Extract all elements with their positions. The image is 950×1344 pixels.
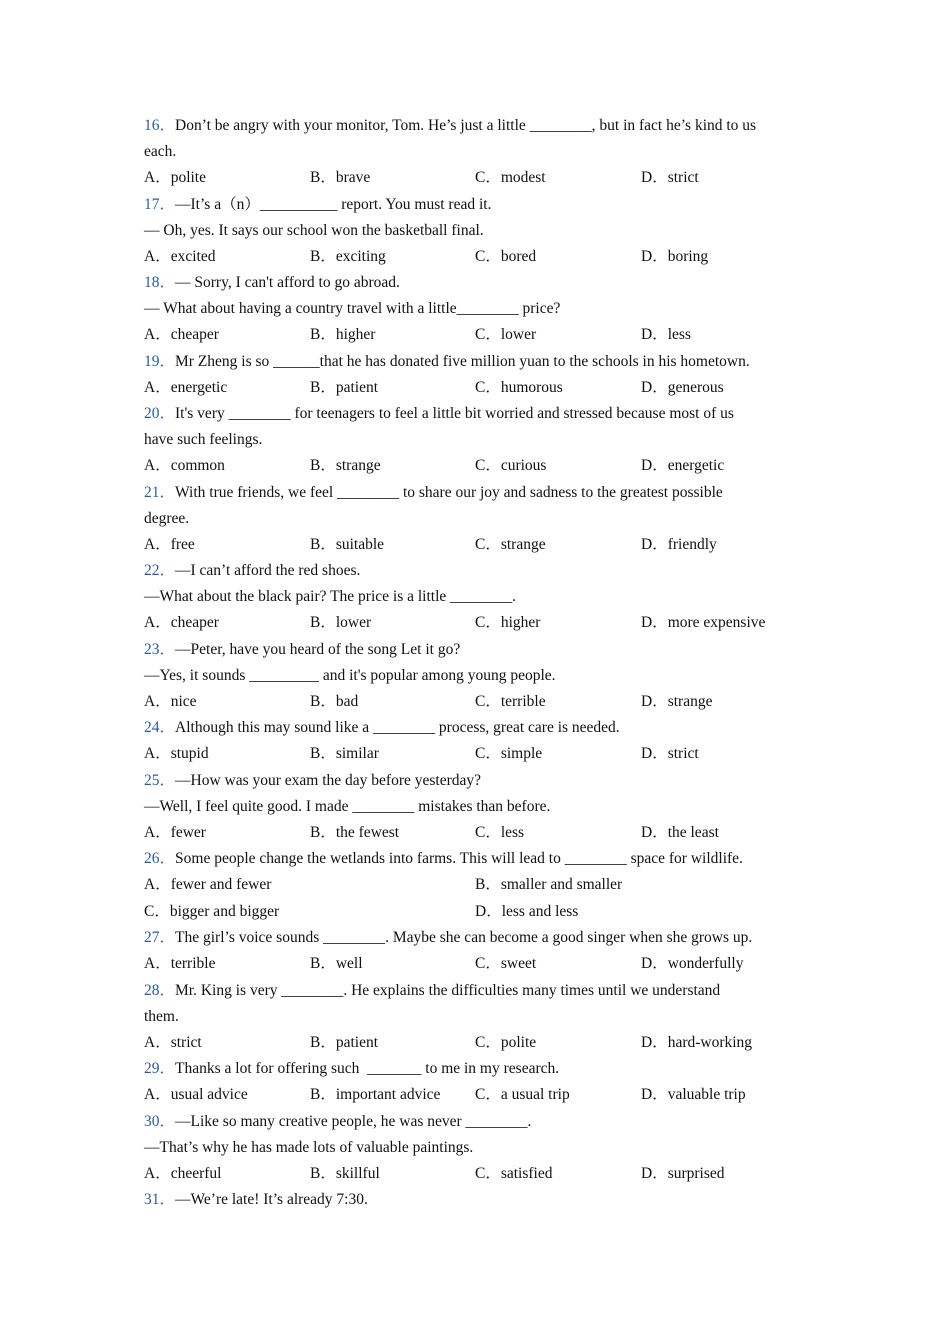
answer-option[interactable]: A．strict (144, 1033, 202, 1051)
question-stem-continued (144, 139, 814, 165)
answer-option[interactable]: A．cheaper (144, 614, 219, 631)
answer-option[interactable]: A．terrible (144, 955, 216, 972)
answer-option[interactable]: D．wonderfully (641, 955, 744, 972)
answer-option[interactable]: C．terrible (475, 692, 546, 710)
question-stem (144, 768, 814, 794)
question-stem-continued (144, 296, 814, 322)
question-stem (144, 978, 814, 1004)
options-row (144, 741, 814, 768)
question-block (144, 768, 814, 847)
answer-option[interactable]: A．stupid (144, 745, 209, 762)
question-text: Some people change the wetlands into farms. This will lead to ________ space for wildlife. (175, 850, 743, 867)
question-text: — Sorry, I can't afford to go abroad. (175, 274, 400, 291)
answer-option[interactable]: A．fewer and fewer (144, 876, 272, 893)
question-text: degree. (144, 509, 190, 527)
question-number: 22． (144, 562, 176, 579)
question-text: Don’t be angry with your monitor, Tom. He’s just a little ________, but in fact he’s kind to us (175, 117, 757, 134)
question-number: 28． (144, 981, 176, 999)
question-block (144, 925, 814, 978)
question-text: Mr Zheng is so ______that he has donated five million yuan to the schools in his hometown. (175, 352, 750, 370)
question-stem-continued (144, 218, 814, 244)
answer-option[interactable]: C．simple (475, 745, 543, 762)
answer-option[interactable]: C．sweet (475, 955, 537, 972)
question-stem-continued (144, 1004, 814, 1030)
question-number: 24． (144, 719, 176, 736)
question-number: 31． (144, 1191, 176, 1208)
options-row (144, 532, 814, 559)
question-number: 23． (144, 640, 176, 658)
answer-option[interactable]: D．generous (641, 378, 724, 396)
answer-option[interactable]: D．boring (641, 247, 709, 265)
answer-option[interactable]: B．skillful (310, 1164, 380, 1182)
options-row (144, 375, 814, 402)
answer-option[interactable]: A．fewer (144, 823, 206, 841)
question-text: — What about having a country travel with a little________ price? (144, 300, 561, 317)
options-row (144, 322, 814, 349)
question-stem (144, 401, 814, 427)
question-number: 29． (144, 1060, 176, 1077)
answer-option[interactable]: B．the fewest (310, 823, 400, 841)
question-number: 20． (144, 405, 176, 422)
question-number: 21． (144, 483, 176, 501)
answer-option[interactable]: D．surprised (641, 1164, 725, 1182)
question-stem (144, 715, 814, 741)
question-text: With true friends, we feel ________ to share our joy and sadness to the greatest possible (175, 483, 723, 501)
question-stem (144, 925, 814, 951)
options-row (144, 1082, 814, 1109)
answer-option[interactable]: A．usual advice (144, 1086, 248, 1103)
answer-option[interactable]: D．less and less (475, 902, 579, 920)
question-block (144, 401, 814, 480)
question-text: them. (144, 1007, 179, 1025)
answer-option[interactable]: D．valuable trip (641, 1086, 746, 1103)
question-number: 27． (144, 929, 176, 946)
answer-option[interactable]: C．bored (475, 247, 537, 265)
answer-option[interactable]: A．common (144, 457, 225, 474)
answer-option[interactable]: A．polite (144, 169, 206, 186)
answer-option[interactable]: B．strange (310, 457, 381, 474)
question-text: It's very ________ for teenagers to feel a little bit worried and stressed because most of us (175, 405, 734, 422)
answer-option[interactable]: C．a usual trip (475, 1086, 570, 1103)
question-number: 25． (144, 771, 176, 789)
options-row (144, 951, 814, 978)
options-row (144, 244, 814, 271)
question-stem-continued (144, 794, 814, 820)
answer-option[interactable]: A．cheerful (144, 1164, 222, 1182)
answer-option[interactable]: A．nice (144, 692, 197, 710)
answer-option[interactable]: C．modest (475, 169, 546, 186)
question-block (144, 270, 814, 349)
question-stem (144, 1056, 814, 1082)
question-block (144, 1109, 814, 1188)
answer-option[interactable]: D．more expensive (641, 614, 766, 631)
options-row (144, 1161, 814, 1188)
question-stem-continued (144, 506, 814, 532)
question-text: —Like so many creative people, he was never ________. (175, 1112, 532, 1130)
question-stem-continued (144, 427, 814, 453)
question-text: —Peter, have you heard of the song Let it go? (175, 640, 461, 658)
question-block (144, 637, 814, 716)
answer-option[interactable]: D．strict (641, 745, 699, 762)
question-text: —Well, I feel quite good. I made ________ mistakes than before. (144, 797, 551, 815)
question-number: 26． (144, 850, 176, 867)
answer-option[interactable]: B．suitable (310, 535, 385, 553)
answer-option[interactable]: D．strict (641, 169, 699, 186)
question-block (144, 558, 814, 637)
question-stem (144, 1109, 814, 1135)
question-text: have such feelings. (144, 431, 263, 448)
question-block (144, 846, 814, 925)
question-block (144, 113, 814, 192)
question-number: 19． (144, 352, 176, 370)
question-stem (144, 1187, 814, 1213)
answer-option[interactable]: B．patient (310, 1033, 379, 1051)
question-number: 30． (144, 1112, 176, 1130)
question-text: Mr. King is very ________. He explains the difficulties many times until we understand (175, 981, 721, 999)
question-stem-continued (144, 584, 814, 610)
question-stem (144, 270, 814, 296)
question-number: 18． (144, 274, 176, 291)
answer-option[interactable]: B．bad (310, 692, 359, 710)
question-block (144, 978, 814, 1057)
answer-option[interactable]: D．friendly (641, 535, 717, 553)
answer-option[interactable]: D．strange (641, 692, 713, 710)
answer-option[interactable]: B．smaller and smaller (475, 876, 623, 893)
question-number: 16． (144, 117, 176, 134)
answer-option[interactable]: B．well (310, 955, 363, 972)
question-text: —That’s why he has made lots of valuable paintings. (144, 1138, 474, 1156)
answer-option[interactable]: B．lower (310, 614, 372, 631)
answer-option[interactable]: A．energetic (144, 378, 228, 396)
question-text: —It’s a（n）__________ report. You must read it. (175, 195, 492, 213)
question-text: Although this may sound like a ________ process, great care is needed. (175, 719, 620, 736)
answer-option[interactable]: D．hard-working (641, 1033, 753, 1051)
question-block (144, 1056, 814, 1109)
answer-option[interactable]: C．less (475, 823, 525, 841)
question-stem (144, 558, 814, 584)
answer-option[interactable]: B．exciting (310, 247, 386, 265)
answer-option[interactable]: B．important advice (310, 1086, 441, 1103)
answer-option[interactable]: C．curious (475, 457, 547, 474)
answer-option[interactable]: D．energetic (641, 457, 725, 474)
question-block (144, 192, 814, 271)
question-stem (144, 113, 814, 139)
answer-option[interactable]: B．similar (310, 745, 379, 762)
exam-page (144, 113, 814, 1213)
question-block (144, 349, 814, 402)
question-block (144, 1187, 814, 1213)
question-text: —We’re late! It’s already 7:30. (175, 1191, 368, 1208)
question-text: Thanks a lot for offering such _______ to me in my research. (175, 1060, 560, 1077)
question-stem (144, 349, 814, 375)
question-block (144, 480, 814, 559)
question-stem-continued (144, 663, 814, 689)
options-row (144, 610, 814, 637)
options-row (144, 872, 814, 899)
answer-option[interactable]: C．satisfied (475, 1164, 553, 1182)
options-row (144, 165, 814, 192)
options-row (144, 820, 814, 847)
question-stem (144, 192, 814, 218)
question-text: —Yes, it sounds _________ and it's popular among young people. (144, 666, 556, 684)
answer-option[interactable]: C．bigger and bigger (144, 902, 280, 920)
answer-option[interactable]: C．lower (475, 326, 537, 343)
answer-option[interactable]: D．the least (641, 823, 719, 841)
options-row (144, 899, 814, 926)
answer-option[interactable]: D．less (641, 326, 691, 343)
answer-option[interactable]: B．patient (310, 378, 379, 396)
options-row (144, 1030, 814, 1057)
options-row (144, 453, 814, 480)
answer-option[interactable]: C．polite (475, 1033, 537, 1051)
question-text: —I can’t afford the red shoes. (175, 562, 361, 579)
answer-option[interactable]: C．humorous (475, 378, 563, 396)
question-stem (144, 480, 814, 506)
question-text: — Oh, yes. It says our school won the basketball final. (144, 221, 484, 239)
question-stem (144, 637, 814, 663)
question-text: each. (144, 143, 177, 160)
answer-option[interactable]: B．brave (310, 169, 371, 186)
question-number: 17． (144, 195, 176, 213)
question-text: —How was your exam the day before yesterday? (175, 771, 482, 789)
answer-option[interactable]: A．cheaper (144, 326, 219, 343)
answer-option[interactable]: A．free (144, 535, 195, 553)
answer-option[interactable]: B．higher (310, 326, 376, 343)
question-text: —What about the black pair? The price is a little ________. (144, 588, 517, 605)
question-stem (144, 846, 814, 872)
answer-option[interactable]: C．higher (475, 614, 541, 631)
options-row (144, 689, 814, 716)
answer-option[interactable]: A．excited (144, 247, 216, 265)
question-block (144, 715, 814, 768)
question-text: The girl’s voice sounds ________. Maybe she can become a good singer when she grows up. (175, 929, 753, 946)
question-stem-continued (144, 1135, 814, 1161)
answer-option[interactable]: C．strange (475, 535, 546, 553)
